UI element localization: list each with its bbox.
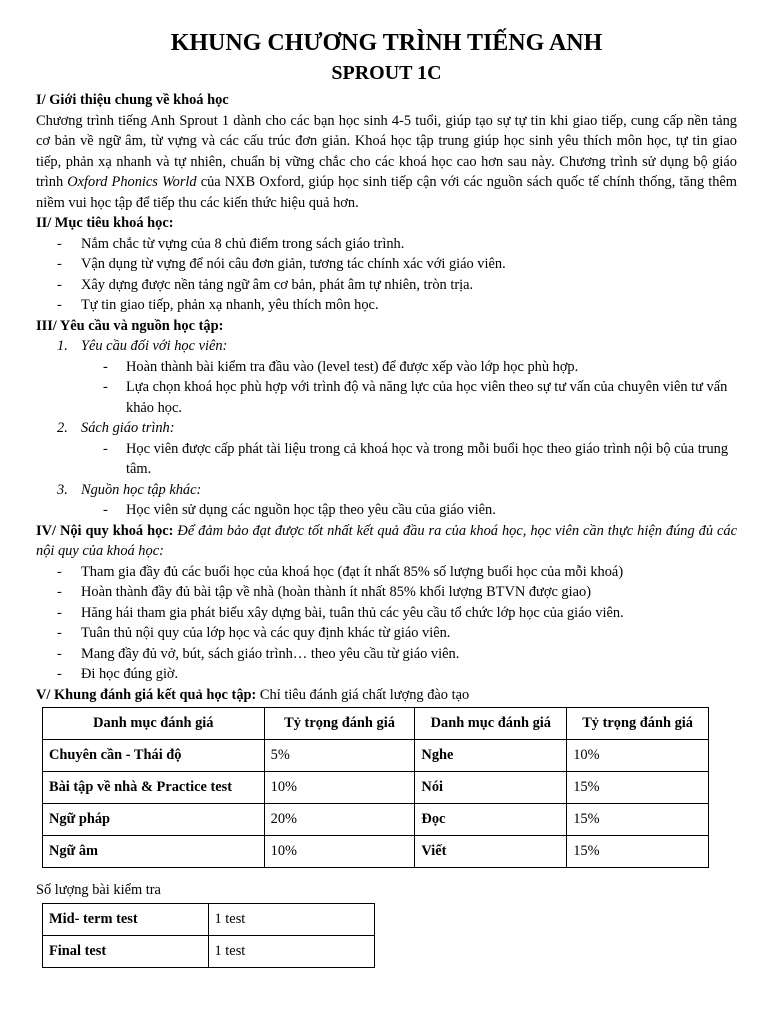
requirement-list-2 [36,439,737,480]
table-cell: 15% [567,836,709,868]
table-cell: Viết [415,836,567,868]
list-item: - Tham gia đầy đủ các buổi học của khoá học (đạt ít nhất 85% số lượng buổi học của mỗi khoá) [36,562,737,583]
tests-caption: Số lượng bài kiểm tra [36,882,161,898]
list-item: - Học viên sử dụng các nguồn học tập theo yêu cầu của giáo viên. [36,500,737,521]
section-1-paragraph [36,111,737,214]
table-row [43,804,709,836]
requirement-group-1 [36,336,737,357]
group-number: 3. [57,481,68,498]
table-row [43,903,375,935]
table-header: Danh mục đánh giá [43,708,265,740]
table-cell: 10% [264,836,415,868]
table-row [43,740,709,772]
section-2-heading: II/ Mục tiêu khoá học: [36,215,174,231]
table-cell: 1 test [208,903,374,935]
table-cell: Ngữ âm [43,836,265,868]
group-title: Sách giáo trình: [81,420,175,436]
list-item: - Hăng hái tham gia phát biểu xây dựng bài, tuân thủ các yêu cầu tổ chức lớp học của giáo viên. [36,603,737,624]
table-header: Tỷ trọng đánh giá [567,708,709,740]
requirement-list-3 [36,500,737,521]
book-title: Oxford Phonics World [67,174,197,190]
requirement-group-2 [36,418,737,439]
group-number: 2. [57,420,68,436]
section-4-intro-text: Để đảm bảo đạt được tốt nhất kết quả đầu ra của khoá học, học viên cần thực hiện đúng đủ các nội quy của khoá học: [36,522,738,559]
table-header-row [43,708,709,740]
table-row [43,772,709,804]
table-cell: Chuyên cần - Thái độ [43,740,265,772]
table-cell: 15% [567,772,709,804]
list-item: - Hoàn thành đầy đủ bài tập về nhà (hoàn thành ít nhất 85% khối lượng BTVN được giao) [36,582,737,603]
group-title: Yêu cầu đối với học viên: [81,338,228,354]
section-5-heading-line [36,685,737,706]
table-cell: Ngữ pháp [43,804,265,836]
tests-table [42,903,375,968]
table-header: Danh mục đánh giá [415,708,567,740]
section-4-intro [36,521,737,562]
table-cell: Final test [43,935,209,967]
objectives-list [36,234,737,316]
requirement-list-1 [36,357,737,419]
list-item: - Nắm chắc từ vựng của 8 chủ điểm trong sách giáo trình. [36,234,737,255]
table-header: Tỷ trọng đánh giá [264,708,415,740]
table-row [43,935,375,967]
section-5-heading: V/ Khung đánh giá kết quả học tập: [36,686,257,703]
section-1-heading: I/ Giới thiệu chung về khoá học [36,92,229,108]
list-item: - Hoàn thành bài kiểm tra đầu vào (level test) để được xếp vào lớp học phù hợp. [36,357,737,378]
table-cell: Nghe [415,740,567,772]
table-cell: Mid- term test [43,903,209,935]
list-item: - Vận dụng từ vựng để nói câu đơn giản, tương tác chính xác với giáo viên. [36,254,737,275]
table-cell: Đọc [415,804,567,836]
document-page [36,28,737,968]
group-title: Nguồn học tập khác: [81,481,202,498]
section-3-heading: III/ Yêu cầu và nguồn học tập: [36,317,224,334]
table-cell: Nói [415,772,567,804]
table-cell: 10% [264,772,415,804]
table-cell: 15% [567,804,709,836]
list-item: - Tuân thủ nội quy của lớp học và các quy định khác từ giáo viên. [36,623,737,644]
requirement-group-3 [36,480,737,501]
list-item: - Học viên được cấp phát tài liệu trong cả khoá học và trong mỗi buổi học theo giáo trình nội bộ của trung tâm. [36,439,737,480]
table-cell: 1 test [208,935,374,967]
intro-text-end: của NXB Oxford, giúp học sinh tiếp cận với các nguồn sách quốc tế chính thống, tăng thêm niềm vui học tập để tiếp thu các kiến thức hiệu quả hơn. [36,174,737,211]
rules-list [36,562,737,685]
list-item: - Lựa chọn khoá học phù hợp với trình độ và năng lực của học viên theo sự tư vấn của chuyên viên tư vấn khảo học. [36,377,737,418]
list-item: - Đi học đúng giờ. [36,664,737,685]
document-title: KHUNG CHƯƠNG TRÌNH TIẾNG ANH [170,30,603,56]
table-cell: 10% [567,740,709,772]
list-item: - Mang đầy đủ vở, bút, sách giáo trình… theo yêu cầu từ giáo viên. [36,644,737,665]
list-item: - Xây dựng được nền tảng ngữ âm cơ bản, phát âm tự nhiên, tròn trịa. [36,275,737,296]
intro-text: Chương trình tiếng Anh Sprout 1 dành cho các bạn học sinh 4-5 tuổi, giúp tạo sự tự tin khi giao tiếp, cung cấp nền tảng cơ bản về ngữ âm, từ vựng và các cấu trúc đơn giản. Khoá học tập trung giúp học sinh yêu thích môn học, tự tin giao tiếp, phản xạ nhanh và tự nhiên, chuẩn bị vững chắc cho các khoá học cao hơn sau này. Chương trình sử dụng bộ giáo trình [36,112,737,190]
group-number: 1. [57,338,68,354]
section-5-heading-suffix: Chỉ tiêu đánh giá chất lượng đào tạo [256,686,470,703]
list-item: - Tự tin giao tiếp, phản xạ nhanh, yêu thích môn học. [36,295,737,316]
section-4-heading: IV/ Nội quy khoá học: [36,522,174,539]
table-row [43,836,709,868]
assessment-table [42,707,709,868]
table-cell: 5% [264,740,415,772]
document-subtitle: SPROUT 1C [331,62,442,84]
table-cell: 20% [264,804,415,836]
table-cell: Bài tập về nhà & Practice test [43,772,265,804]
